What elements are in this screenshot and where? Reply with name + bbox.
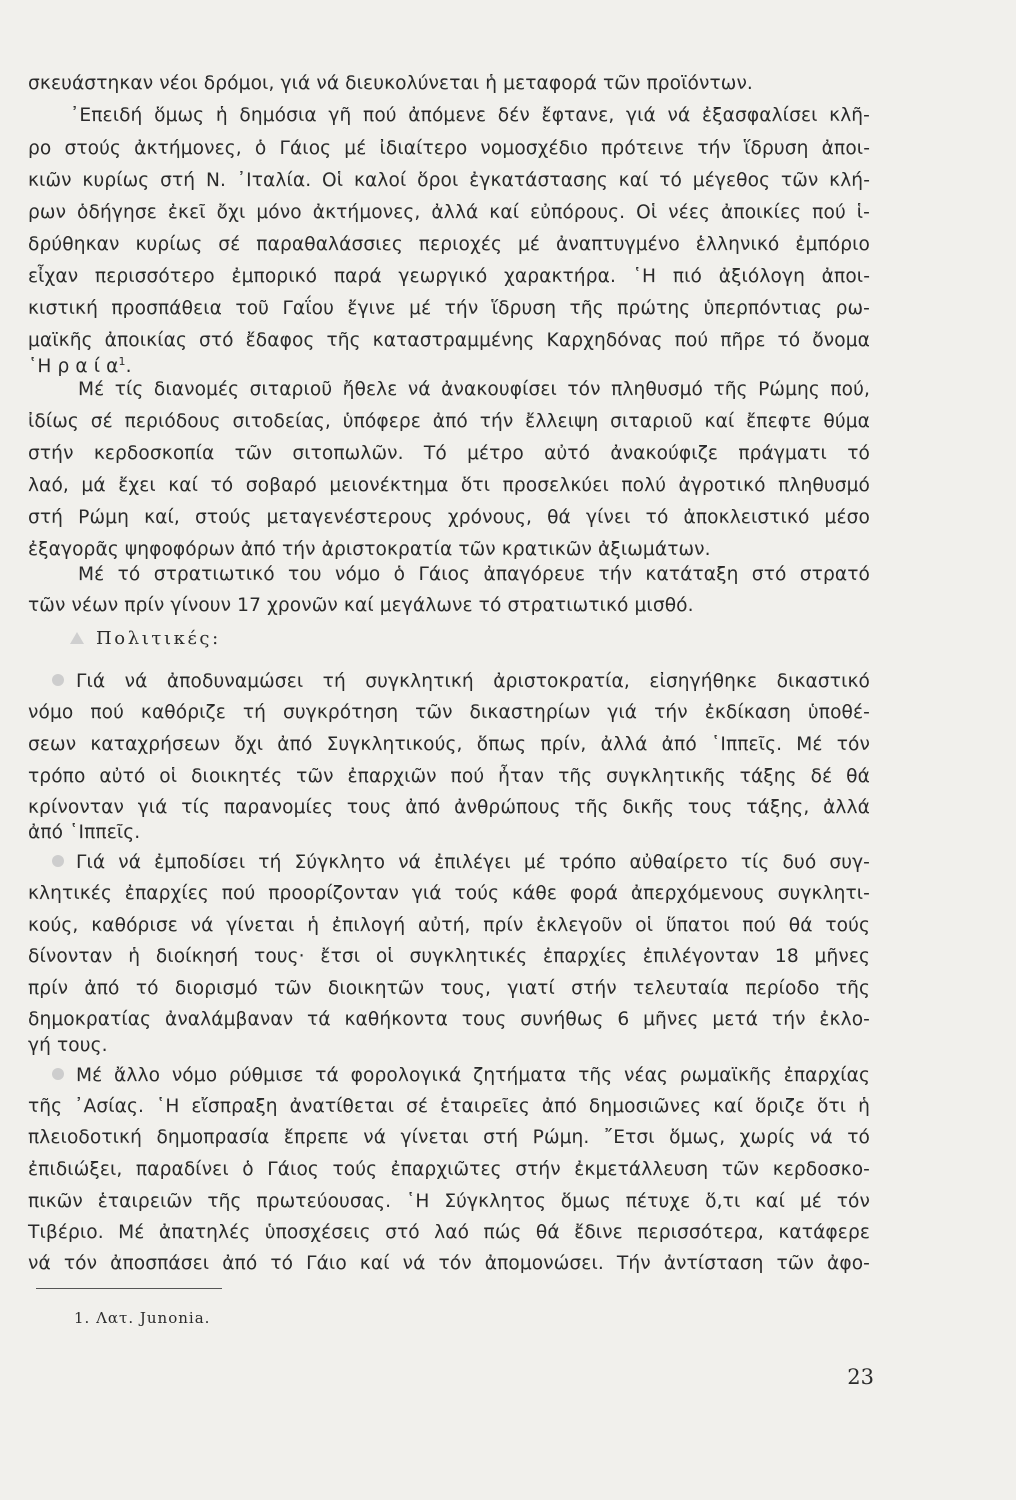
page-number: 23: [847, 1365, 874, 1389]
text-span: Μέ ἄλλο νόμο ρύθμισε τά φορολογικά ζητήματα τῆς νέας ρωμαϊκῆς ἐπαρχίας: [76, 1065, 870, 1086]
text-line: νά τόν ἀποσπάσει ἀπό τό Γάιο καί νά τόν ἀπομονώσει. Τήν ἀντίσταση τῶν ἀφο-: [28, 1253, 870, 1274]
text-line: Μέ τό στρατιωτικό του νόμο ὁ Γάιος ἀπαγόρευε τήν κατάταξη στό στρατό: [78, 564, 870, 585]
footnote: 1. Λατ. Junonia.: [74, 1309, 211, 1327]
colony-name: ῾Η ρ α ί α: [28, 356, 119, 378]
text-line: εἶχαν περισσότερο ἐμπορικό παρά γεωργικό χαρακτήρα. ῾Η πιό ἀξιόλογη ἀποι-: [28, 266, 870, 287]
text-line: σεων καταχρήσεων ὄχι ἀπό Συγκλητικούς, ὅπως πρίν, ἀλλά ἀπό ῾Ιππεῖς. Μέ τόν: [28, 734, 870, 755]
heading-text: Πολιτικές:: [96, 628, 221, 649]
text-line: πικῶν ἑταιρειῶν τῆς πρωτεύουσας. ῾Η Σύγκλητος ὅμως πέτυχε ὅ,τι καί μέ τόν: [28, 1191, 870, 1212]
text-line: Μέ τίς διανομές σιταριοῦ ἤθελε νά ἀνακουφίσει τόν πληθυσμό τῆς Ρώμης πού,: [78, 379, 870, 400]
footnote-ref: 1: [118, 355, 126, 368]
text-line: κιστική προσπάθεια τοῦ Γαΐου ἔγινε μέ τήν ἵδρυση τῆς πρώτης ὑπερπόντιας ρω-: [28, 298, 870, 319]
text-line: λαό, μά ἔχει καί τό σοβαρό μειονέκτημα ὅτι προσελκύει πολύ ἀγροτικό πληθυσμό: [28, 475, 870, 496]
text-line: τῆς ᾿Ασίας. ῾Η εἴσπραξη ἀνατίθεται σέ ἑταιρεῖες ἀπό δημοσιῶνες καί ὅριζε ὅτι ἡ: [28, 1096, 870, 1117]
punctuation: .: [125, 356, 132, 378]
text-line: γή τους.: [28, 1035, 108, 1056]
text-line: κιῶν κυρίως στή Ν. ᾿Ιταλία. Οἱ καλοί ὅροι ἐγκατάστασης καί τό μέγεθος τῶν κλή-: [28, 170, 870, 191]
text-span: Γιά νά ἐμποδίσει τή Σύγκλητο νά ἐπιλέγει μέ τρόπο αὐθαίρετο τίς δυό συγ-: [76, 852, 870, 873]
bullet-line: [52, 1060, 870, 1092]
text-line: ἀπό ῾Ιππεῖς.: [28, 822, 141, 843]
triangle-icon: [70, 632, 84, 644]
bullet-line: [52, 666, 870, 698]
text-line: μαϊκῆς ἀποικίας στό ἔδαφος τῆς καταστραμμένης Καρχηδόνας πού πῆρε τό ὄνομα: [28, 330, 870, 351]
text-span: Γιά νά ἀποδυναμώσει τή συγκλητική ἀριστοκρατία, εἰσηγήθηκε δικαστικό: [76, 671, 870, 692]
text-line: δημοκρατίας ἀναλάμβαναν τά καθήκοντα τους συνήθως 6 μῆνες μετά τήν ἐκλο-: [28, 1009, 870, 1030]
text-line: νόμο πού καθόριζε τή συγκρότηση τῶν δικαστηρίων γιά τήν ἐκδίκαση ὑποθέ-: [28, 702, 870, 723]
footnote-rule: [36, 1288, 222, 1289]
text-line: κλητικές ἐπαρχίες πού προορίζονταν γιά τούς κάθε φορά ἀπερχόμενους συγκλητι-: [28, 883, 870, 904]
text-line: ᾿Επειδή ὅμως ἡ δημόσια γῆ πού ἀπόμενε δέν ἔφτανε, γιά νά ἐξασφαλίσει κλῆ-: [70, 105, 870, 126]
text-line: στήν κερδοσκοπία τῶν σιτοπωλῶν. Τό μέτρο αὐτό ἀνακούφιζε πράγματι τό: [28, 443, 870, 464]
text-line: ἐπιδιώξει, παραδίνει ὁ Γάιος τούς ἐπαρχιῶτες στήν ἐκμετάλλευση τῶν κερδοσκο-: [28, 1159, 870, 1180]
text-line: δρύθηκαν κυρίως σέ παραθαλάσσιες περιοχές μέ ἀναπτυγμένο ἑλληνικό ἐμπόριο: [28, 234, 870, 255]
text-line: πρίν ἀπό τό διορισμό τῶν διοικητῶν τους, γιατί στήν τελευταία περίοδο τῆς: [28, 978, 870, 999]
bullet-dot-icon: [52, 1068, 64, 1080]
text-line: δίνονταν ἡ διοίκησή τους· ἔτσι οἱ συγκλητικές ἐπαρχίες ἐπιλέγονταν 18 μῆνες: [28, 946, 870, 967]
text-line: πλειοδοτική δημοπρασία ἔπρεπε νά γίνεται στή Ρώμη. ῎Ετσι ὅμως, χωρίς νά τό: [28, 1127, 870, 1148]
section-heading: [70, 624, 221, 654]
text-line: ἐξαγορᾶς ψηφοφόρων ἀπό τήν ἀριστοκρατία τῶν κρατικῶν ἀξιωμάτων.: [28, 539, 711, 560]
text-line: κρίνονταν γιά τίς παρανομίες τους ἀπό ἀνθρώπους τῆς δικῆς τους τάξης, ἀλλά: [28, 797, 870, 818]
text-line: ἰδίως σέ περιόδους σιτοδείας, ὑπόφερε ἀπό τήν ἔλλειψη σιταριοῦ καί ἔπεφτε θύμα: [28, 411, 870, 432]
bullet-dot-icon: [52, 855, 64, 867]
text-line: Τιβέριο. Μέ ἀπατηλές ὑποσχέσεις στό λαό πώς θά ἔδινε περισσότερα, κατάφερε: [28, 1222, 870, 1243]
bullet-line: [52, 847, 870, 879]
text-line: στή Ρώμη καί, στούς μεταγενέστερους χρόνους, θά γίνει τό ἀποκλειστικό μέσο: [28, 507, 870, 528]
text-line: ρο στούς ἀκτήμονες, ὁ Γάιος μέ ἰδιαίτερο νομοσχέδιο πρότεινε τήν ἵδρυση ἀποι-: [28, 138, 870, 159]
text-line: τρόπο αὐτό οἱ διοικητές τῶν ἐπαρχιῶν πού ἦταν τῆς συγκλητικῆς τάξης δέ θά: [28, 766, 870, 787]
text-line: τῶν νέων πρίν γίνουν 17 χρονῶν καί μεγάλωνε τό στρατιωτικό μισθό.: [28, 595, 694, 616]
text-line: ρων ὁδήγησε ἐκεῖ ὄχι μόνο ἀκτήμονες, ἀλλά καί εὐπόρους. Οἱ νέες ἀποικίες πού ἱ-: [28, 202, 870, 223]
text-line: κούς, καθόρισε νά γίνεται ἡ ἐπιλογή αὐτή, πρίν ἐκλεγοῦν οἱ ὕπατοι πού θά τούς: [28, 915, 870, 936]
text-line: σκευάστηκαν νέοι δρόμοι, γιά νά διευκολύνεται ἡ μεταφορά τῶν προϊόντων.: [28, 73, 753, 94]
bullet-dot-icon: [52, 674, 64, 686]
